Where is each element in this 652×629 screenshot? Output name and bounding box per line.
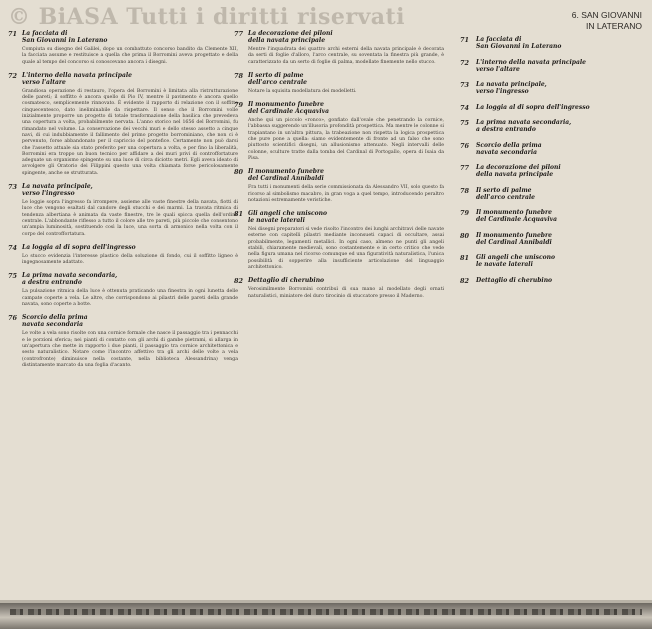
caption-entry — [8, 72, 238, 177]
index-item — [460, 119, 645, 133]
caption-body: Compiuta su disegno del Galilei, dopo un combattuto concorso bandito da Clemente XII, la facciata assume e restituisce a quella che prima il Borromini aveva progettato e della quale al tempo del concorso si conoscevano ancora i disegni. — [22, 47, 238, 65]
caption-number: 73 — [8, 183, 18, 192]
caption-entry — [8, 30, 238, 66]
caption-number: 80 — [234, 168, 244, 177]
caption-number: 75 — [8, 272, 18, 281]
caption-body: Nei disegni preparatori si vede risolto l'incontro dei lunghi architravi delle navate esterne con capitelli pilastri mediante inconsueti capaci di occultare, assai probabilmente, legamenti metallici. In ogni caso, almeno ne punti gli angeli stabili, chiaramente medievali, sono costantemente e in certo critico che vede nella figura umana nel ricorso comunque ed una figuratività naturalistica, l'unica possibilità di sopperire alla insufficiente articolazione del linguaggio architettonico. — [248, 227, 444, 270]
index-title: La prima navata secondaria, a destra entrando — [476, 119, 572, 133]
index-title: Il monumento funebre del Cardinale Acquaviva — [476, 209, 558, 223]
caption-entry — [234, 101, 444, 162]
caption-title: Dettaglio di cherubino — [248, 277, 325, 285]
index-number: 74 — [460, 103, 470, 112]
caption-entry — [234, 30, 444, 66]
text-column-middle — [234, 30, 444, 306]
caption-title: Il serto di palme dell'arco centrale — [248, 71, 307, 86]
section-number: 6. SAN GIOVANNI — [571, 10, 642, 20]
index-title: La decorazione dei piloni della navata principale — [476, 164, 561, 178]
index-title: Il serto di palme dell'arco centrale — [476, 186, 535, 201]
index-number: 73 — [460, 81, 470, 89]
binding-strip — [10, 609, 642, 615]
caption-body: La pulsazione ritmica della luce è ottenuta praticando una finestra in ogni lunetta delle campate coperte a vela. Le altre, che corrispondono ai pilastri delle pareti della grande navata, sono coperte a botte. — [22, 289, 238, 308]
caption-title: Il monumento funebre del Cardinale Acquaviva — [248, 101, 330, 116]
index-number: 76 — [460, 141, 470, 150]
caption-index-list — [460, 36, 645, 292]
index-number: 75 — [460, 119, 470, 127]
caption-title: La navata principale, verso l'ingresso — [22, 183, 93, 198]
caption-title: Il monumento funebre del Cardinal Annibaldi — [248, 168, 324, 183]
index-number: 77 — [460, 164, 470, 172]
index-item — [460, 187, 645, 201]
caption-entry — [234, 277, 444, 300]
index-title: La loggia al di sopra dell'ingresso — [476, 103, 590, 111]
index-item — [460, 59, 645, 73]
caption-entry — [8, 272, 238, 308]
scanner-edge-band — [0, 600, 652, 629]
index-title: Scorcio della prima navata secondaria — [476, 141, 542, 156]
caption-body: Fra tutti i monumenti della serie commissionata da Alessandro VII, solo questo fa ricorso al simbolismo macabro, in gran voga a quel tempo, introducendo peraltro notazioni estremamente veristiche. — [248, 185, 444, 203]
index-item — [460, 142, 645, 156]
section-heading — [572, 10, 642, 32]
caption-body: Notare la squisita modellatura dei modelletti. — [248, 88, 357, 94]
caption-number: 78 — [234, 71, 244, 80]
caption-number: 79 — [234, 101, 244, 110]
caption-entry — [234, 210, 444, 271]
index-number: 71 — [460, 36, 470, 44]
caption-entry — [8, 244, 238, 267]
caption-number: 82 — [234, 277, 244, 286]
caption-number: 72 — [8, 71, 18, 80]
caption-title: L'interno della navata principale verso l'altare — [22, 71, 132, 86]
caption-body: Lo stucco evidenzia l'interesse plastico della soluzione di fondo, cui il soffitto ligneo è ingegnosamente adattato. — [22, 253, 238, 266]
section-name: IN LATERANO — [585, 21, 642, 31]
caption-entry — [8, 314, 238, 369]
index-title: Gli angeli che uniscono le navate laterali — [476, 254, 556, 268]
index-item — [460, 164, 645, 178]
copyright-watermark: © BiASA Tutti i diritti riservati — [8, 4, 406, 30]
caption-title: Scorcio della prima navata secondaria — [22, 314, 88, 329]
index-title: La facciata di San Giovanni in Laterano — [476, 36, 562, 50]
index-number: 78 — [460, 186, 470, 195]
caption-body: Le loggie sopra l'ingresso fa irrompere, assieme alle vaste finestre della navata, fiotti di luce che vengono esaltati dal candore degli stucchi e dei marmi. La travata ritmica di tendenza albertiana è animata da vaste finestre, tre le quali spicca quella dell'ordine centrale. L'abbondante riflesso a tutto il colore alle tre pareti, più piccole che consentono un'ampia luminosità, sostituendo così la luce, una sorta di armonico nella volta con il corpo del controffortatura. — [22, 200, 238, 237]
caption-body: Grandiosa operazione di restauro, l'opera del Borromini è limitata alla ristrutturazione delle pareti; il soffitto è ancora quello di Pio IV, mentre il pavimento è ancora quello cosmatesco, semplicemente rinnovato. È evidente il rapporto di relazione con il soffitto cinquecentesco, dato ineliminabile da rispettare. Il senso che il Borromini volle inizialmente proporre un progetto di totale trasformazione della basilica che prevedeva una copertura a volta, probabilmente nervata. L'anno storico nel 1656 del Borromini, fu rimandato nel volume. La conservazione dei vecchi muri e dello stesso assetto a cinque navi, di cui indubbiamente il fallimento del primo progetto borrominiano, che non ci è pervenuto, forse abbandonato per il capriccio del pontefice. Certamente non può darsi che l'assetto attuale sia stato preferito per una copertura a volta, e per fino la liberalità, Borromini era troppo un buon tecnico per affidare a dei muri privi di controffortature adeguate un organismo spingente su una luce di circa diciotto metri. Egli aveva ideato di avvolgere gli Oratorio dei Filippini questo una volta chiamata forse pericolosamente spingente, anche se strutturata. — [22, 88, 238, 176]
caption-number: 77 — [234, 30, 244, 38]
index-title: L'interno della navata principale verso l'altare — [476, 58, 586, 73]
caption-title: La prima navata secondaria, a destra entrando — [22, 272, 118, 287]
index-number: 82 — [460, 276, 470, 285]
caption-body: Mentre l'inquadrata dei quattro archi esterni della navata principale è decorata da serti di foglie d'alloro, l'arco centrale, su soventata la finestra più grande, è caratterizzato da un serto di foglie di palma, modellate finemente nello stucco. — [248, 47, 444, 65]
index-item — [460, 209, 645, 223]
caption-title: La loggia al di sopra dell'ingresso — [22, 243, 136, 251]
caption-title: La facciata di San Giovanni in Laterano — [22, 30, 108, 44]
page-edge — [0, 600, 652, 603]
index-title: La navata principale, verso l'ingresso — [476, 81, 547, 95]
caption-title: Gli angeli che uniscono le navate laterali — [248, 210, 328, 225]
caption-number: 81 — [234, 210, 244, 219]
caption-entry — [234, 72, 444, 95]
caption-number: 76 — [8, 314, 18, 323]
caption-body: Le volte a vela sono risolte con una cornice formale che nasce il passaggio tra i pennacchi e le porzioni sferica; nei pianti di contatto con gli archi di gambe pietrami, si allarga in un'apertura che mette in rapporto i due pianti, il passaggio tra cornice architettonica e sesto naturalistico. Notare come l'incontro affettivo tra gli archi delle volte a vela (controfronte) diminuisce nella costante, nella biblioteca Alessandrina) venga distintamente marcato da una foglia d'acanto. — [22, 331, 238, 368]
caption-title: La decorazione dei piloni della navata principale — [248, 30, 333, 44]
index-number: 81 — [460, 254, 470, 262]
index-number: 72 — [460, 58, 470, 67]
index-item — [460, 104, 645, 111]
text-column-left — [8, 30, 238, 375]
index-number: 79 — [460, 209, 470, 217]
caption-body: Anche qui un piccolo «ronco», gonfiato dall'ovale che penetrando la cornice, l'abbassa suggerendo un'illusoria profondità prospettica. Ma mentre le colonne si trapiantano in un'altra pittura, la trabeazione non rispetta la logica prospettica che pure pone a quella: siamo evidentemente di fronte ad un falso che sono piuttosto scientifici disegni, un allusionismo attenuato. Negli intervalli delle colonne, sculture tratte dalla tomba del Cardinal di Portogallo, opera di Isaia da Pisa. — [248, 118, 444, 161]
index-title: Dettaglio di cherubino — [476, 276, 553, 284]
index-item — [460, 277, 645, 284]
index-item — [460, 81, 645, 95]
caption-body: Verosimilmente Borromini contribuì di sua mano al modellato degli ornati naturalistici, miniatore del duro tirocinio di stuccatore presso il Maderno. — [248, 287, 444, 299]
index-number: 80 — [460, 231, 470, 240]
index-title: Il monumento funebre del Cardinal Annibaldi — [476, 231, 552, 246]
caption-number: 74 — [8, 243, 18, 252]
caption-entry — [234, 168, 444, 204]
caption-entry — [8, 183, 238, 238]
caption-number: 71 — [8, 30, 18, 38]
index-item — [460, 232, 645, 246]
index-item — [460, 36, 645, 50]
index-item — [460, 254, 645, 268]
